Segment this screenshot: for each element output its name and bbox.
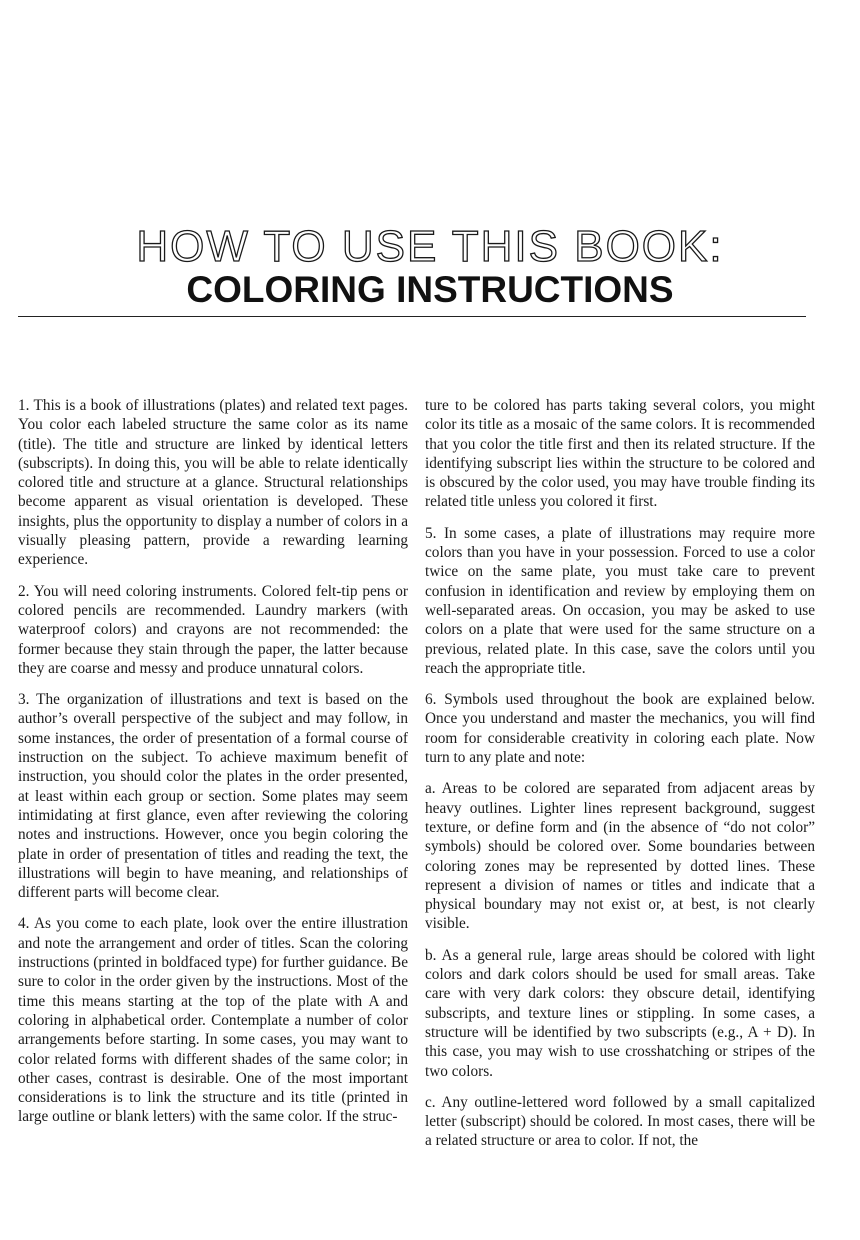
right-column xyxy=(425,396,815,1163)
left-column xyxy=(18,396,408,1139)
paragraph-a: a. Areas to be colored are separated from adjacent areas by heavy outlines. Lighter lines represent background, suggest texture, or define form and (in the absence of “do not color” symbols) should be colored over. Some boundaries between coloring zones may be represented by dotted lines. These represent a division of names or titles and indicate that a physical boundary may not exist or, at best, is not clearly visible. xyxy=(425,780,815,933)
paragraph-1: 1. This is a book of illustrations (plates) and related text pages. You color each labeled structure the same color as its name (title). The title and structure are linked by identical letters (subscripts). In doing this, you will be able to relate identically colored title and structure at a glance. Structural relationships become apparent as visual orientation is developed. These insights, plus the opportunity to display a number of colors in a visually pleasing pattern, provide a rewarding learning experience. xyxy=(18,397,408,569)
paragraph-c: c. Any outline-lettered word followed by a small capitalized letter (subscript) should be colored. In most cases, there will be a related structure or area to color. If not, the xyxy=(425,1093,815,1150)
paragraph-2: 2. You will need coloring instruments. Colored felt-tip pens or colored pencils are recommended. Laundry markers (with waterproof colors) and crayons are not recommended: the former because they stain through the paper, the latter because they are coarse and messy and produce unnatural colors. xyxy=(18,582,408,677)
paragraph-4-continued: ture to be colored has parts taking several colors, you might color its title as a mosaic of the same colors. It is recommended that you color the title first and then its related structure. If the identifying subscript lies within the structure to be colored and is obscured by the color used, you may have trouble finding its related title unless you colored it first. xyxy=(425,397,815,511)
paragraph-b: b. As a general rule, large areas should be colored with light colors and dark colors should be used for small areas. Take care with very dark colors: they obscure detail, identifying subscripts, and texture lines or stippling. In some cases, a structure will be identified by two subscripts (e.g., A + D). In this case, you may wish to use crosshatching or stripes of the two colors. xyxy=(425,946,815,1080)
title-outline: HOW TO USE THIS BOOK: xyxy=(136,222,724,271)
paragraph-3: 3. The organization of illustrations and text is based on the author’s overall perspective of the subject and may follow, in some instances, the order of presentation of a formal course of instruction on the subject. To achieve maximum benefit of instruction, you should color the plates in the order presented, at least within each group or section. Some plates may seem intimidating at first glance, even after reviewing the coloring notes and instructions. However, once you begin coloring the plate in order of presentation of titles and reading the text, the illustrations will begin to have meaning, and relationships of different parts will become clear. xyxy=(18,691,408,902)
title-bold: COLORING INSTRUCTIONS xyxy=(186,269,674,310)
paragraph-5: 5. In some cases, a plate of illustrations may require more colors than you have in your possession. Forced to use a color twice on the same plate, you must take care to prevent confusion in identification and review by employing them on well-separated areas. On occasion, you may be asked to use colors on a plate that were used for the same structure on a previous, related plate. In this case, save the colors until you reach the appropriate title. xyxy=(425,524,815,677)
title-rule xyxy=(18,316,806,317)
paragraph-6: 6. Symbols used throughout the book are explained below. Once you understand and master the mechanics, you will find room for considerable creativity in coloring each plate. Now turn to any plate and note: xyxy=(425,691,815,767)
paragraph-4: 4. As you come to each plate, look over the entire illustration and note the arrangement and order of titles. Scan the coloring instructions (printed in boldfaced type) for further guidance. Be sure to color in the order given by the instructions. Most of the time this means starting at the top of the plate with A and coloring in alphabetical order. Contemplate a number of color arrangements before starting. In some cases, you may want to color related forms with different shades of the same color; in other cases, contrast is desirable. One of the most important considerations is to link the structure and its title (printed in large outline or blank letters) with the same color. If the struc- xyxy=(18,915,408,1126)
